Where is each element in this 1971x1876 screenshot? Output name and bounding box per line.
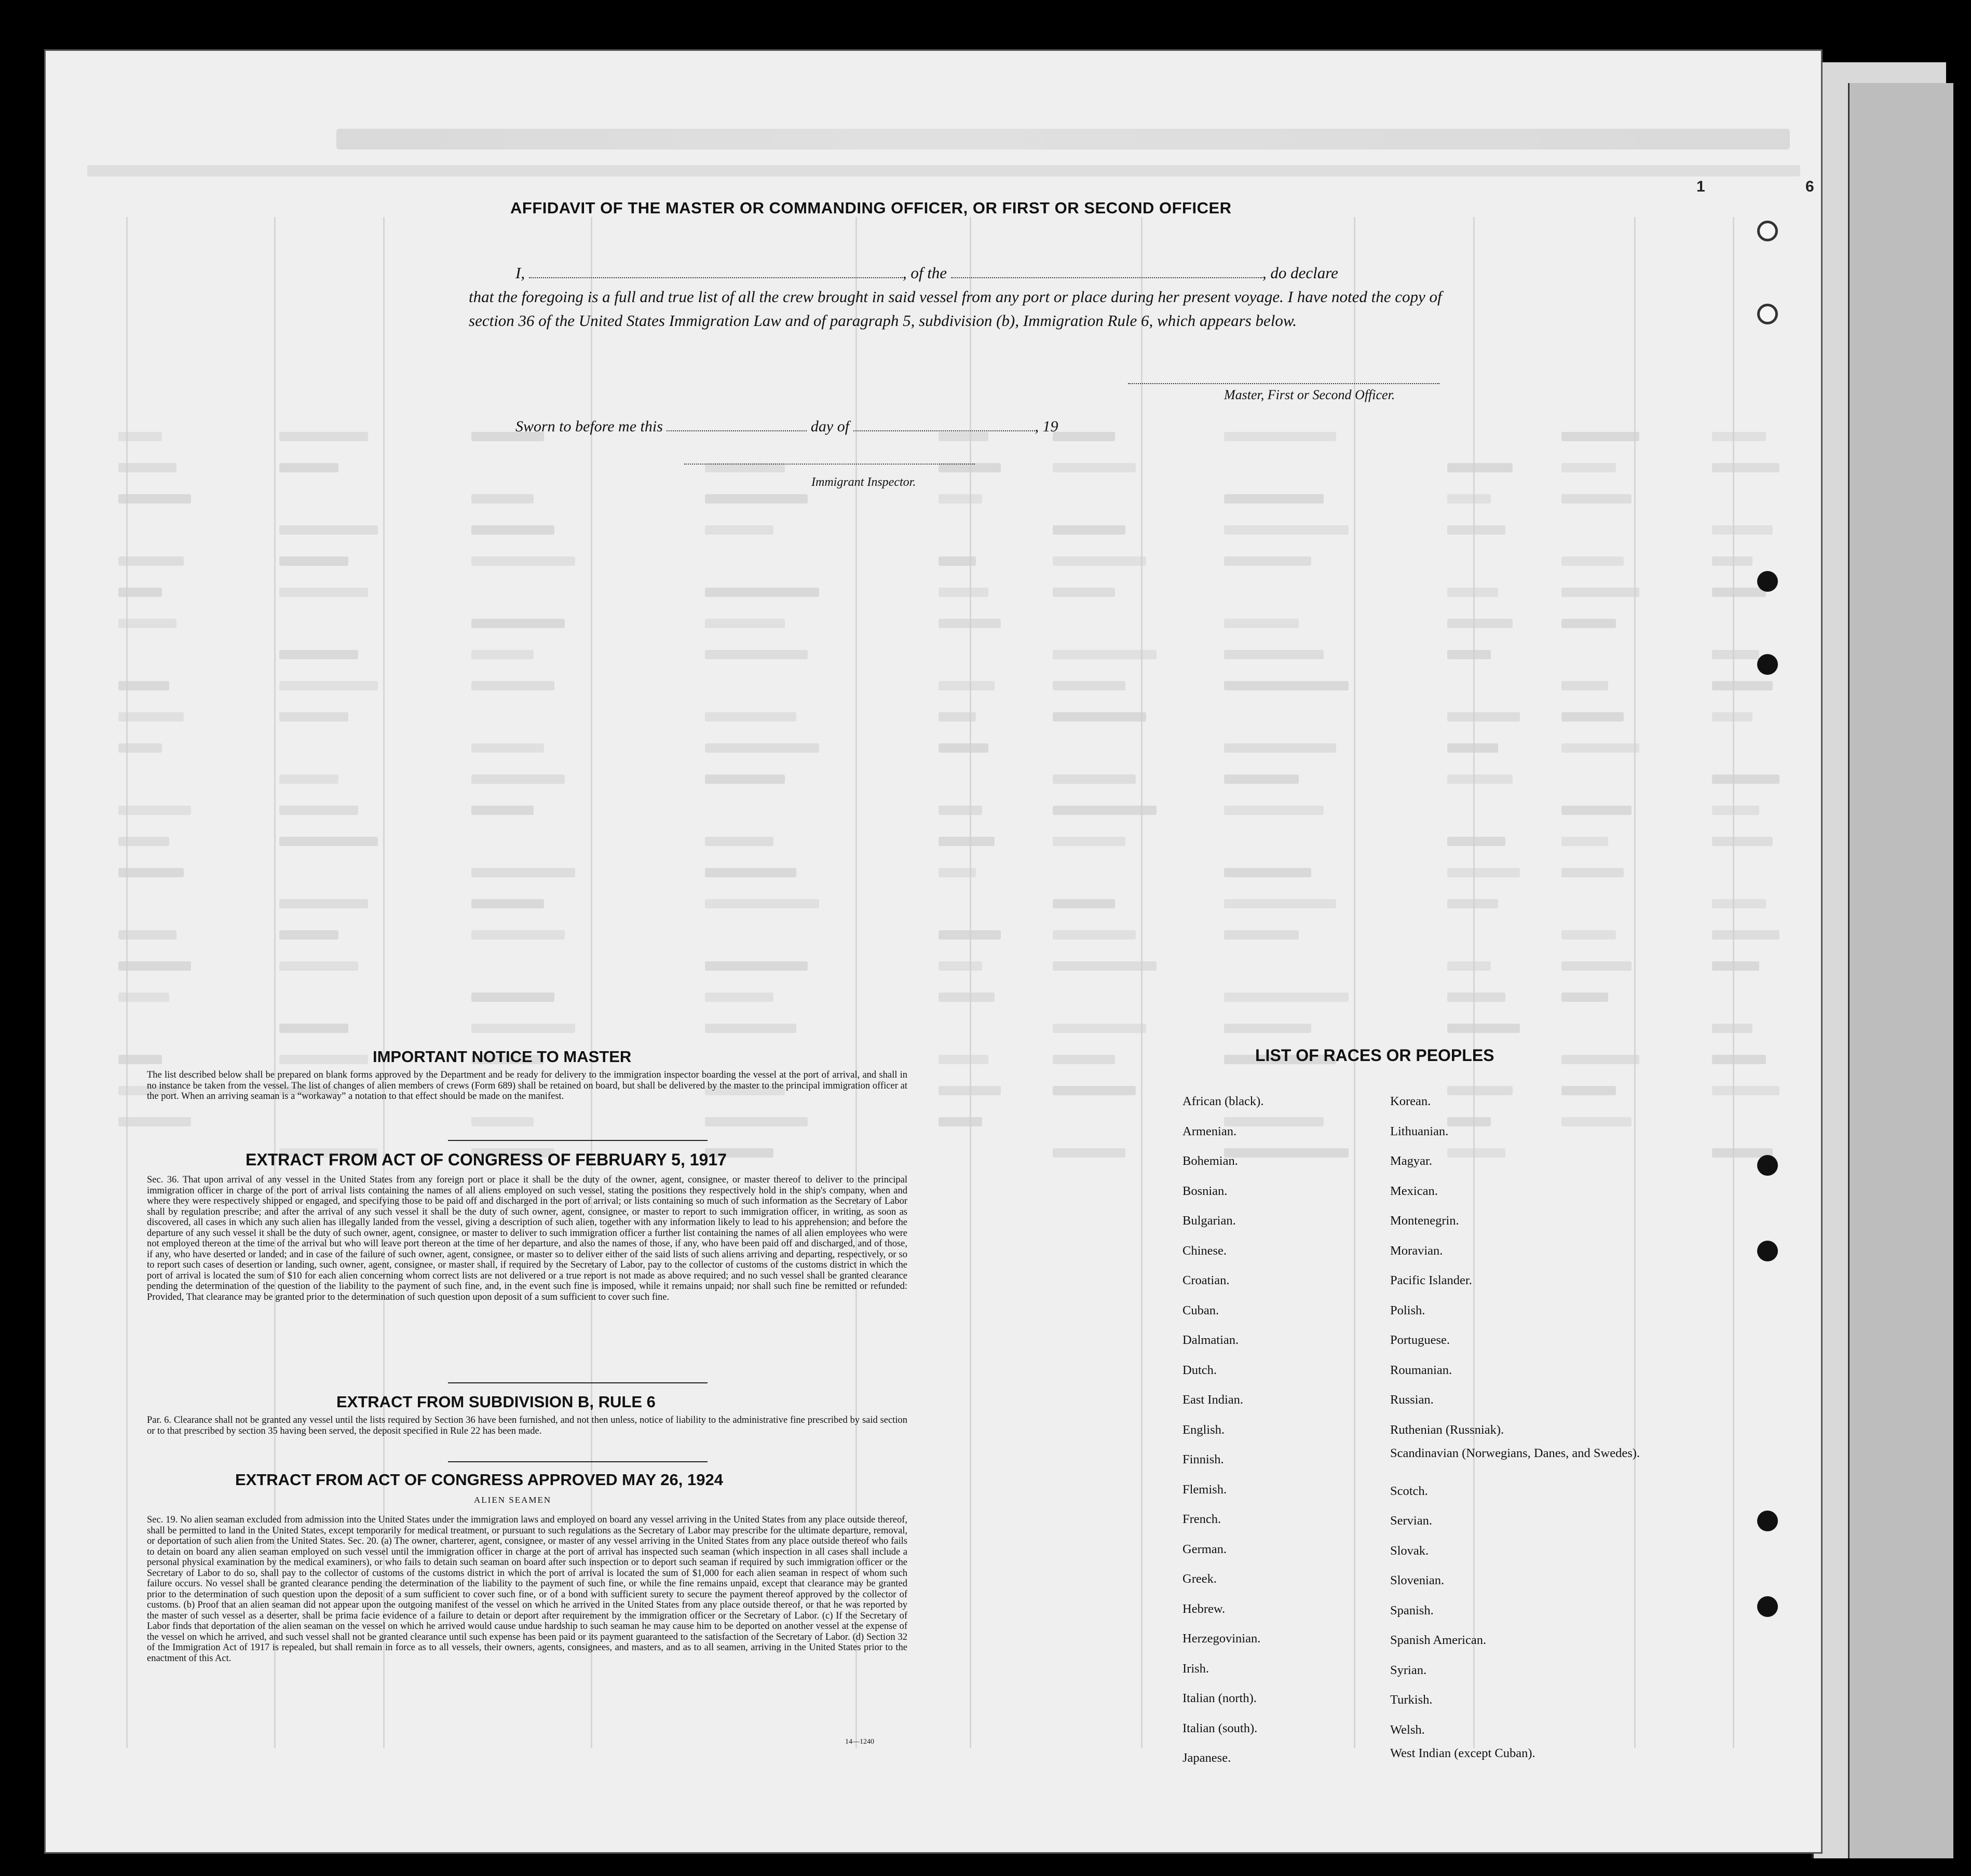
ghost-cell (1712, 837, 1773, 846)
ghost-cell (471, 1117, 534, 1126)
race-item: Welsh. (1390, 1722, 1425, 1737)
declaration-line-1 (469, 261, 1486, 285)
ghost-cell (471, 650, 534, 659)
race-item: Moravian. (1390, 1243, 1443, 1258)
ghost-cell (1712, 432, 1766, 441)
ghost-cell (939, 868, 976, 877)
ghost-cell (1561, 837, 1608, 846)
binder-hole (1757, 1596, 1778, 1617)
ghost-cell (705, 993, 773, 1002)
race-item: Pacific Islander. (1390, 1273, 1472, 1287)
ghost-cell (279, 588, 368, 597)
race-item: French. (1182, 1512, 1221, 1526)
ghost-row (108, 492, 1800, 506)
race-item: Slovenian. (1390, 1573, 1445, 1587)
race-item: Polish. (1390, 1303, 1425, 1317)
ghost-cell (939, 494, 982, 504)
ghost-cell (1712, 899, 1766, 908)
race-item: Montenegrin. (1390, 1214, 1459, 1228)
ghost-cell (471, 681, 554, 690)
affidavit-title: AFFIDAVIT OF THE MASTER OR COMMANDING OFFICER, OR FIRST OR SECOND OFFICER (510, 199, 1232, 217)
race-item: Spanish American. (1390, 1633, 1487, 1647)
ghost-cell (1053, 525, 1125, 535)
document-page (44, 49, 1823, 1854)
ghost-cell (471, 993, 554, 1002)
notice-text: The list described below shall be prepared on blank forms approved by the Department and be ready for delivery to the immigration inspector boarding the vessel at the port of arrival, and shall in no instance be taken from the vessel. The list of changes of alien members of crews (Form 689) shall be retained on board, but shall be delivered by the master to the principal immigration officer at the port. When an arriving seaman is a “workaway” a notation to that effect should be made on the manifest. (147, 1070, 907, 1102)
ghost-cell (279, 432, 368, 441)
ghost-cell (1712, 588, 1766, 597)
races-list-column-1 (1182, 1086, 1380, 1773)
ghost-cell (1712, 806, 1759, 815)
ghost-cell (471, 899, 544, 908)
ghost-cell (939, 712, 976, 722)
ghost-cell (1561, 743, 1639, 753)
race-item: Croatian. (1182, 1273, 1230, 1287)
inspector-label: Immigrant Inspector. (811, 475, 916, 489)
ghost-cell (1224, 774, 1299, 784)
ghost-cell (1712, 1024, 1752, 1033)
ghost-cell (1712, 712, 1752, 722)
ghost-cell (471, 525, 554, 535)
ghost-cell (705, 588, 819, 597)
race-item: Ruthenian (Russniak). (1390, 1422, 1504, 1437)
ghost-cell (939, 1055, 988, 1064)
divider-rule (448, 1140, 708, 1141)
ghost-cell (1712, 681, 1773, 690)
ghost-cell (1712, 463, 1779, 472)
ghost-cell (939, 837, 995, 846)
ghost-cell (705, 650, 808, 659)
ghost-cell (471, 774, 565, 784)
race-item: Turkish. (1390, 1693, 1433, 1707)
signature-label: Master, First or Second Officer. (1224, 387, 1395, 402)
race-item: Scotch. (1390, 1484, 1428, 1498)
ghost-cell (118, 712, 184, 722)
ghost-cell (1561, 463, 1616, 472)
ghost-cell (471, 556, 575, 566)
ghost-cell (118, 961, 191, 971)
race-item: Russian. (1390, 1393, 1434, 1407)
ghost-cell (1224, 1024, 1311, 1033)
ghost-row (108, 835, 1800, 848)
race-item: Servian. (1390, 1514, 1432, 1528)
day-blank (667, 419, 807, 431)
ghost-cell (1447, 1024, 1520, 1033)
race-item: German. (1182, 1542, 1227, 1556)
ghost-cell (1224, 993, 1349, 1002)
ghost-cell (1447, 993, 1505, 1002)
ghost-cell (279, 712, 348, 722)
declaration-declare: , do declare (1262, 264, 1338, 282)
race-item: Flemish. (1182, 1482, 1227, 1497)
ghost-cell (1053, 681, 1125, 690)
divider-rule (448, 1382, 708, 1383)
extract-1917-text: Sec. 36. That upon arrival of any vessel in the United States from any foreign port or place it shall be the duty of the owner, agent, consignee, or master thereof to deliver to the principal immigration officer in charge of the port of arrival lists containing the names of all aliens employed on such vessel, stating the positions they respectively hold in the ship's company, when and where they were respectively shipped or engaged, and specifying those to be paid off and discharged in the port of arrival; or lists containing so much of such information as the Secretary of Labor shall by regulation prescribe; and after the arrival of any such vessel it shall be the duty of such owner, agent, consignee, or master to report to such immigration officer, in writing, as soon as discovered, all cases in which any such alien has illegally landed from the vessel, giving a description of such alien, together with any information likely to lead to his apprehension; and before the departure of any such vessel it shall be the duty of such owner, agent, consignee, or master to deliver to such immigration officer a further list containing the names of all alien employees who were not employed thereon at the time of the arrival but who will leave port thereon at the time of her departure, and also the names of those, if any, who have been paid off and discharged, and of those, if any, who have deserted or landed; and in case of the failure of such owner, agent, consignee, or master so to deliver either of the said lists of such aliens arriving and departing, respectively, or so to report such cases of desertion or landing, such owner, agent, consignee, or master shall, if required by the Secretary of Labor, pay to the collector of customs of the customs district in which the port of arrival is located the sum of $10 for each alien concerning whom correct lists are not delivered or a true report is not made as above required; and no such vessel shall be granted clearance pending the determination of the question of the liability to the payment of such fine, and, in the event such fine is imposed, while it remains unpaid; nor shall such fine be remitted or refunded: Provided, That clearance may be granted prior to the determination of such question upon deposit of a sum sufficient to cover such fine. (147, 1175, 907, 1302)
race-item: Italian (north). (1182, 1691, 1257, 1705)
declaration-i: I, (515, 264, 525, 282)
alien-seamen-subhead: ALIEN SEAMEN (474, 1495, 552, 1505)
race-item: Syrian. (1390, 1663, 1427, 1677)
ghost-cell (705, 868, 796, 877)
ghost-row (108, 617, 1800, 630)
ghost-cell (705, 1024, 796, 1033)
sheet-number-mark: 6 (1805, 178, 1814, 195)
ghost-cell (1561, 806, 1632, 815)
ghost-cell (1224, 650, 1324, 659)
ghost-cell (1447, 463, 1513, 472)
binder-hole (1757, 304, 1778, 324)
vessel-blank (951, 266, 1262, 278)
ghost-cell (1224, 681, 1349, 690)
binder-hole (1757, 654, 1778, 675)
race-item: Mexican. (1390, 1184, 1438, 1198)
ghost-cell (1224, 743, 1336, 753)
ghost-cell (1447, 525, 1505, 535)
ghost-cell (1224, 432, 1336, 441)
ghost-row (108, 990, 1800, 1004)
race-item: Greek. (1182, 1572, 1217, 1586)
ghost-row (108, 710, 1800, 724)
race-item: Dutch. (1182, 1363, 1217, 1377)
race-item: Slovak. (1390, 1543, 1429, 1558)
ghost-cell (1447, 619, 1513, 628)
ghost-cell (118, 837, 169, 846)
ghost-cell (118, 619, 176, 628)
races-heading: LIST OF RACES OR PEOPLES (1255, 1046, 1494, 1065)
race-item: Chinese. (1182, 1243, 1227, 1258)
ghost-cell (939, 619, 1001, 628)
ghost-cell (1053, 712, 1146, 722)
ghost-cell (705, 619, 785, 628)
ghost-cell (705, 899, 819, 908)
ghost-cell (1447, 961, 1491, 971)
ghost-cell (279, 525, 378, 535)
ghost-cell (1224, 899, 1336, 908)
name-blank (529, 266, 903, 278)
sworn-prefix: Sworn to before me this (515, 418, 663, 435)
ghost-row (108, 523, 1800, 537)
race-item: Roumanian. (1390, 1363, 1452, 1377)
extract-rule6-text: Par. 6. Clearance shall not be granted any vessel until the lists required by Section 36 have been furnished, and not then unless, notice of liability to the administrative fine prescribed by said section or to that prescribed by section 35 having been served, the deposit specified in Rule 22 has been made. (147, 1415, 907, 1436)
ghost-row (108, 461, 1800, 474)
ghost-cell (1053, 1148, 1125, 1158)
ghost-cell (471, 494, 534, 504)
ghost-cell (939, 588, 988, 597)
ghost-cell (1447, 899, 1498, 908)
ghost-cell (118, 432, 162, 441)
ghost-cell (705, 712, 796, 722)
binder-hole (1757, 1155, 1778, 1176)
race-item: Hebrew. (1182, 1601, 1226, 1616)
ghost-cell (118, 868, 184, 877)
ghost-cell (1447, 743, 1498, 753)
ghost-cell (1561, 588, 1639, 597)
ghost-cell (705, 525, 773, 535)
ghost-cell (118, 743, 162, 753)
ghost-cell (939, 806, 982, 815)
ghost-cell (1447, 494, 1491, 504)
ghost-cell (939, 993, 995, 1002)
page-number-mark: 1 (1696, 178, 1705, 195)
ghost-cell (279, 556, 348, 566)
ghost-cell (1224, 930, 1299, 940)
ghost-cell (1712, 650, 1759, 659)
ghost-cell (1561, 681, 1608, 690)
ghost-cell (1447, 837, 1505, 846)
extract-1924-heading: EXTRACT FROM ACT OF CONGRESS APPROVED MAY 26, 1924 (235, 1471, 723, 1489)
ghost-cell (1561, 494, 1632, 504)
ghost-cell (1053, 1086, 1136, 1095)
ghost-cell (1053, 588, 1115, 597)
ghost-cell (1053, 930, 1136, 940)
race-item: Bosnian. (1182, 1184, 1228, 1198)
ghost-cell (279, 1055, 368, 1064)
ghost-row (108, 959, 1800, 973)
ghost-cell (1712, 1055, 1766, 1064)
ghost-cell (1561, 930, 1616, 940)
notice-heading: IMPORTANT NOTICE TO MASTER (373, 1048, 632, 1066)
ghost-cell (118, 930, 176, 940)
ghost-cell (939, 1086, 1001, 1095)
ghost-cell (279, 899, 368, 908)
race-item: Italian (south). (1182, 1721, 1258, 1735)
month-blank (853, 419, 1035, 431)
binder-hole (1757, 1511, 1778, 1531)
ghost-cell (939, 961, 982, 971)
ghost-cell (279, 774, 338, 784)
ghost-cell (1561, 619, 1616, 628)
ghost-cell (1447, 774, 1513, 784)
sworn-year: , 19 (1035, 418, 1058, 435)
races-list-column-2 (1390, 1086, 1681, 1776)
ghost-cell (279, 1024, 348, 1033)
race-item: African (black). (1182, 1094, 1264, 1108)
ghost-cell (939, 930, 1001, 940)
ghost-cell (279, 681, 378, 690)
signature-line (1128, 383, 1439, 384)
ghost-cell (471, 619, 565, 628)
form-number: 14—1240 (845, 1738, 874, 1746)
ghost-cell (118, 588, 162, 597)
ghost-cell (279, 930, 338, 940)
divider-rule (448, 1461, 708, 1462)
ghost-cell (705, 1117, 808, 1126)
ghost-cell (939, 681, 995, 690)
ghost-cell (118, 806, 191, 815)
race-item: Lithuanian. (1390, 1124, 1449, 1138)
ghost-cell (1224, 806, 1324, 815)
race-item: Dalmatian. (1182, 1333, 1239, 1347)
ghost-cell (1053, 961, 1157, 971)
ghost-cell (471, 930, 565, 940)
race-item: Bohemian. (1182, 1154, 1238, 1168)
ghost-cell (1447, 588, 1498, 597)
ghost-cell (939, 1117, 982, 1126)
ghost-row (108, 554, 1800, 568)
ghost-row (108, 1022, 1800, 1035)
sworn-line (515, 414, 1190, 438)
ghost-cell (118, 556, 184, 566)
race-item: Bulgarian. (1182, 1214, 1236, 1228)
ghost-cell (1712, 556, 1752, 566)
race-item: Japanese. (1182, 1751, 1231, 1765)
declaration-body: that the foregoing is a full and true list of all the crew brought in said vessel from any port or place during her present voyage. I have noted the copy of section 36 of the United States Immigration Law and of paragraph 5, subdivision (b), Immigration Rule 6, which appears below. (469, 288, 1442, 330)
ghost-row (108, 679, 1800, 692)
ghost-cell (1561, 868, 1624, 877)
ghost-cell (1053, 463, 1136, 472)
race-item: English. (1182, 1422, 1225, 1437)
ghost-cell (939, 556, 976, 566)
ghost-cell (1053, 806, 1157, 815)
ghost-cell (1053, 837, 1125, 846)
ghost-row (108, 897, 1800, 910)
ghost-row (108, 804, 1800, 817)
ghost-row (108, 648, 1800, 661)
race-item: Magyar. (1390, 1154, 1432, 1168)
ghost-cell (705, 837, 773, 846)
ghost-cell (705, 774, 785, 784)
ghost-cell (1561, 712, 1624, 722)
race-item: Scandinavian (Norwegians, Danes, and Swedes). (1390, 1446, 1640, 1460)
ghost-cell (1053, 1024, 1146, 1033)
race-item: Spanish. (1390, 1603, 1434, 1617)
ghost-cell (471, 868, 575, 877)
ghost-row (108, 586, 1800, 599)
ghost-cell (118, 993, 169, 1002)
ghost-cell (1053, 1055, 1115, 1064)
ghost-cell (1561, 961, 1632, 971)
underlying-sheet-edge-2 (1848, 83, 1953, 1858)
race-item: Armenian. (1182, 1124, 1237, 1138)
ghost-cell (279, 463, 338, 472)
ghost-cell (471, 743, 544, 753)
ghost-cell (118, 463, 176, 472)
affidavit-declaration (469, 261, 1486, 333)
ghost-cell (1712, 1086, 1779, 1095)
ghost-cell (1447, 868, 1520, 877)
ghost-cell (1224, 556, 1311, 566)
inspector-signature-line (684, 464, 975, 465)
ghost-row (108, 928, 1800, 942)
ghost-cell (471, 1024, 575, 1033)
race-item: Portuguese. (1390, 1333, 1450, 1347)
ghost-cell (1053, 774, 1136, 784)
ghost-cell (1447, 650, 1491, 659)
race-item: Herzegovinian. (1182, 1632, 1261, 1646)
ghost-cell (705, 961, 808, 971)
binder-hole (1757, 1241, 1778, 1261)
ghost-cell (1447, 712, 1520, 722)
race-item: Korean. (1390, 1094, 1431, 1108)
ghost-cell (1224, 619, 1299, 628)
sworn-day-of: day of (810, 418, 850, 435)
ghost-cell (1561, 432, 1639, 441)
ghost-row (108, 866, 1800, 879)
ghost-cell (118, 1055, 162, 1064)
ghost-row (108, 772, 1800, 786)
ghost-cell (279, 961, 358, 971)
extract-rule6-heading: EXTRACT FROM SUBDIVISION B, RULE 6 (336, 1393, 656, 1411)
extract-1917-heading: EXTRACT FROM ACT OF CONGRESS OF FEBRUARY 5, 1917 (246, 1150, 727, 1169)
ghost-cell (118, 681, 169, 690)
ghost-cell (1053, 650, 1157, 659)
binder-hole (1757, 221, 1778, 241)
ghost-cell (1712, 930, 1779, 940)
ghost-cell (705, 494, 808, 504)
ghost-cell (279, 837, 378, 846)
declaration-of-the: , of the (902, 264, 947, 282)
binder-hole (1757, 571, 1778, 592)
race-item: Cuban. (1182, 1303, 1219, 1317)
ghost-cell (279, 650, 358, 659)
ghost-cell (1053, 556, 1146, 566)
race-item: Irish. (1182, 1661, 1209, 1676)
ghost-cell (279, 806, 358, 815)
ghost-cell (939, 743, 988, 753)
ghost-cell (1224, 525, 1349, 535)
ghost-cell (1561, 556, 1624, 566)
ghost-cell (1053, 899, 1115, 908)
race-item: East Indian. (1182, 1393, 1244, 1407)
ghost-cell (1561, 993, 1608, 1002)
race-item: West Indian (except Cuban). (1390, 1746, 1535, 1760)
race-item: Finnish. (1182, 1452, 1224, 1466)
extract-1924-text: Sec. 19. No alien seaman excluded from admission into the United States under the immigration laws and employed on board any vessel arriving in the United States from any place outside thereof, shall be permitted to land in the United States, except temporarily for medical treatment, or pursuant to such regulations as the Secretary of Labor may prescribe for the ultimate departure, removal, or deportation of such alien from the United States. Sec. 20. (a) The owner, charterer, agent, consignee, or master of any vessel arriving in the United States from any place outside thereof who fails to detain on board any alien seaman employed on such vessel until the immigration officer in charge at the port of arrival has inspected such seaman (which inspection in all cases shall include a personal physical examination by the medical examiners), or who fails to detain such seaman on board after such inspection or to deport such seaman if required by such immigration officer or the Secretary of Labor to do so, shall pay to the collector of customs of the customs district in which the port of arrival is located the sum of $1,000 for each alien seaman in respect of whom such failure occurs. No vessel shall be granted clearance pending the determination of the liability to the payment of such fine, or while the fine remains unpaid, except that clearance may be granted prior to the determination of such question upon the deposit of a sum sufficient to cover such fine, or of a bond with sufficient surety to secure the payment thereof approved by the collector of customs. (b) Proof that an alien seaman did not appear upon the outgoing manifest of the vessel on which he arrived in the United States from any place outside thereof, or that he was reported by the master of such vessel as a deserter, shall be prima facie evidence of a failure to detain or deport after requirement by the immigration officer or the Secretary of Labor. (c) If the Secretary of Labor finds that deportation of the alien seaman on the vessel on which he arrived would cause undue hardship to such seaman he may cause him to be deported on another vessel at the expense of the vessel on which he arrived, and such vessel shall not be granted clearance until such expense has been paid or its payment guaranteed to the satisfaction of the Secretary of Labor. (d) Section 32 of the Immigration Act of 1917 is repealed, but shall remain in force as to all vessels, their owners, agents, consignees, and masters, and as to all seamen, arriving in the United States prior to the enactment of this Act. (147, 1515, 907, 1664)
ghost-cell (118, 494, 191, 504)
ghost-cell (1712, 774, 1779, 784)
ghost-cell (471, 806, 534, 815)
ghost-cell (1712, 961, 1759, 971)
ghost-cell (1712, 525, 1773, 535)
ghost-cell (118, 1117, 191, 1126)
ghost-cell (1224, 494, 1324, 504)
ghost-row (108, 741, 1800, 755)
ghost-cell (1224, 868, 1311, 877)
ghost-cell (705, 743, 819, 753)
